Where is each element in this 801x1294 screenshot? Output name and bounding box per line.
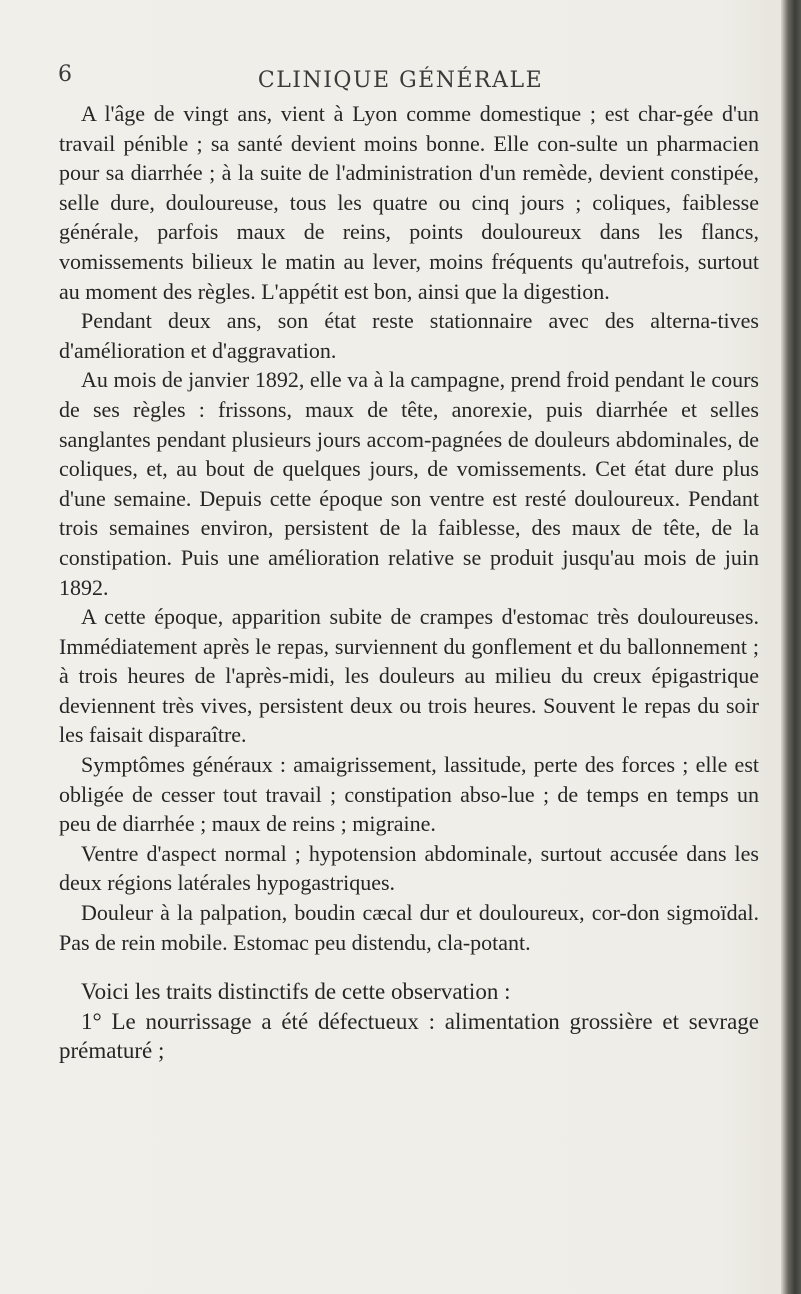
page-edge bbox=[781, 0, 801, 1294]
page-number: 6 bbox=[58, 62, 72, 87]
paragraph: Pendant deux ans, son état reste stationnaire avec des alterna-tives d'amélioration et d'aggravation. bbox=[59, 308, 759, 363]
body-text bbox=[59, 99, 759, 1066]
paragraph: A l'âge de vingt ans, vient à Lyon comme domestique ; est char-gée d'un travail pénible ; sa santé devient moins bonne. Elle con-sulte un pharmacien pour sa diarrhée ; à la suite de l'administration d'un remède, devient constipée, selle dure, douloureuse, tous les quatre ou cinq jours ; coliques, faiblesse générale, parfois maux de reins, points douloureux dans les flancs, vomissements bilieux le matin au lever, moins fréquents qu'autrefois, surtout au moment des règles. L'appétit est bon, ainsi que la digestion. bbox=[59, 101, 759, 304]
paragraph: 1° Le nourrissage a été défectueux : alimentation grossière et sevrage prématuré ; bbox=[59, 1008, 759, 1064]
paragraph: Voici les traits distinctifs de cette observation : bbox=[81, 979, 511, 1005]
paragraph: Douleur à la palpation, boudin cæcal dur et douloureux, cor-don sigmoïdal. Pas de rein mobile. Estomac peu distendu, cla-potant. bbox=[59, 900, 759, 955]
paragraph: Ventre d'aspect normal ; hypotension abdominale, surtout accusée dans les deux régions latérales hypogastriques. bbox=[59, 840, 759, 896]
paragraph: Au mois de janvier 1892, elle va à la campagne, prend froid pendant le cours de ses règles : frissons, maux de tête, anorexie, puis diarrhée et selles sanglantes pendant plusieurs jours accom-pagnées de douleurs abdominales, de coliques, et, au bout de quelques jours, de vomissements. Cet état dure plus d'une semaine. Depuis cette époque son ventre est resté douloureux. Pendant trois semaines environ, persistent de la faiblesse, des maux de tête, de la constipation. Puis une amélioration relative se produit jusqu'au mois de juin 1892. bbox=[59, 367, 759, 600]
running-title: CLINIQUE GÉNÉRALE bbox=[257, 68, 544, 93]
paragraph: Symptômes généraux : amaigrissement, lassitude, perte des forces ; elle est obligée de cesser tout travail ; constipation abso-lue ; de temps en temps un peu de diarrhée ; maux de reins ; migraine. bbox=[59, 752, 759, 837]
paragraph: A cette époque, apparition subite de crampes d'estomac très douloureuses. Immédiatement après le repas, surviennent du gonflement et du ballonnement ; à trois heures de l'après-midi, les douleurs au milieu du creux épigastrique deviennent très vives, persistent deux ou trois heures. Souvent le repas du soir les faisait disparaître. bbox=[59, 604, 759, 748]
